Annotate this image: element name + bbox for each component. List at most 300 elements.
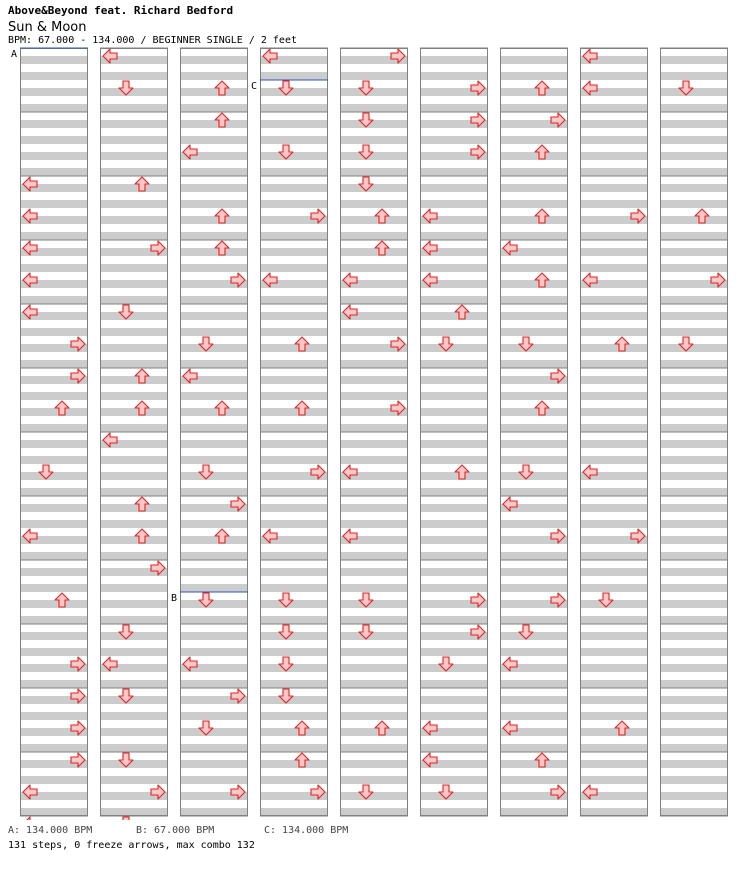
stripe — [660, 712, 728, 720]
stripe — [100, 600, 168, 608]
stripe — [660, 728, 728, 736]
stripe — [580, 664, 648, 672]
stripe — [100, 584, 168, 592]
stripe — [180, 616, 248, 624]
stripe — [180, 744, 248, 752]
stripe — [500, 616, 568, 624]
stripe — [340, 136, 408, 144]
stripe — [20, 120, 88, 128]
stripe — [420, 584, 488, 592]
stripe — [100, 312, 168, 320]
stripe — [660, 440, 728, 448]
stripe — [100, 648, 168, 656]
stripe — [500, 552, 568, 560]
stripe — [580, 456, 648, 464]
stripe — [180, 264, 248, 272]
stripe — [420, 200, 488, 208]
stripe — [180, 808, 248, 816]
stripe — [500, 184, 568, 192]
stripe — [180, 584, 248, 592]
bpm-change-label: C — [251, 81, 258, 92]
stripe — [20, 680, 88, 688]
stripe — [500, 488, 568, 496]
stripe — [340, 184, 408, 192]
stripe — [340, 600, 408, 608]
stripe — [20, 776, 88, 784]
arrow-icon — [23, 817, 37, 820]
stripe — [180, 456, 248, 464]
stripe — [420, 408, 488, 416]
stripe — [500, 216, 568, 224]
stripe — [180, 552, 248, 560]
stripe — [500, 680, 568, 688]
stripe — [420, 440, 488, 448]
stripe — [100, 696, 168, 704]
stripe — [340, 712, 408, 720]
stripe — [20, 520, 88, 528]
stripe — [260, 440, 328, 448]
stripe — [260, 376, 328, 384]
stripe — [420, 360, 488, 368]
stripe — [580, 520, 648, 528]
stripe — [660, 584, 728, 592]
stripe — [20, 264, 88, 272]
stripe — [580, 552, 648, 560]
stripe — [100, 424, 168, 432]
stripe — [180, 728, 248, 736]
stripe — [260, 424, 328, 432]
stripe — [180, 184, 248, 192]
stripe — [420, 808, 488, 816]
stripe — [260, 680, 328, 688]
stripe — [340, 296, 408, 304]
stripe — [20, 136, 88, 144]
stripe — [260, 232, 328, 240]
stripe — [180, 520, 248, 528]
stripe — [660, 312, 728, 320]
stripe — [100, 72, 168, 80]
stripe — [500, 88, 568, 96]
stripe — [340, 104, 408, 112]
stripe — [260, 808, 328, 816]
stripe — [660, 792, 728, 800]
stripe — [580, 376, 648, 384]
stripe — [580, 360, 648, 368]
stripe — [660, 104, 728, 112]
stripe — [660, 360, 728, 368]
stripe — [20, 328, 88, 336]
stripe — [260, 120, 328, 128]
stripe — [20, 552, 88, 560]
stripe — [580, 648, 648, 656]
stripe — [20, 632, 88, 640]
chart-column — [580, 48, 648, 816]
stripe — [100, 360, 168, 368]
stripe — [580, 152, 648, 160]
stripe — [260, 72, 328, 80]
stripe — [340, 216, 408, 224]
stripe — [260, 136, 328, 144]
stripe — [100, 456, 168, 464]
stripe — [660, 152, 728, 160]
stripe — [580, 760, 648, 768]
stripe — [20, 152, 88, 160]
stripe — [180, 328, 248, 336]
stripe — [580, 344, 648, 352]
stripe — [180, 408, 248, 416]
stripe — [260, 616, 328, 624]
stripe — [260, 296, 328, 304]
stripe — [20, 56, 88, 64]
stripe — [420, 744, 488, 752]
stripe — [580, 712, 648, 720]
stripe — [20, 648, 88, 656]
stripe — [500, 776, 568, 784]
stripe — [420, 504, 488, 512]
stripe — [340, 440, 408, 448]
stripe — [420, 456, 488, 464]
stripe — [420, 472, 488, 480]
stripe — [580, 696, 648, 704]
stripe — [500, 72, 568, 80]
stripe — [100, 488, 168, 496]
stripe — [340, 488, 408, 496]
stripe — [660, 472, 728, 480]
stripe — [100, 88, 168, 96]
stripe — [500, 696, 568, 704]
stripe — [20, 72, 88, 80]
stripe — [20, 424, 88, 432]
stripe — [580, 568, 648, 576]
stripe — [260, 520, 328, 528]
stripe — [660, 168, 728, 176]
stripe — [500, 232, 568, 240]
stripe — [180, 760, 248, 768]
stripe — [580, 440, 648, 448]
stripe — [500, 520, 568, 528]
stripe — [20, 440, 88, 448]
stripe — [420, 168, 488, 176]
stripe — [20, 104, 88, 112]
stripe — [260, 104, 328, 112]
stripe — [100, 536, 168, 544]
stripe — [100, 392, 168, 400]
stripe — [100, 168, 168, 176]
stripe — [340, 664, 408, 672]
stripe — [180, 488, 248, 496]
stripe — [340, 728, 408, 736]
stripe — [580, 200, 648, 208]
stripe — [660, 232, 728, 240]
stripe — [420, 520, 488, 528]
stripe — [660, 504, 728, 512]
stripe — [580, 488, 648, 496]
stripe — [500, 136, 568, 144]
stripe — [340, 456, 408, 464]
stripe — [500, 312, 568, 320]
stripe — [180, 296, 248, 304]
stripe — [660, 760, 728, 768]
stripe — [100, 328, 168, 336]
stripe — [420, 424, 488, 432]
stripe — [660, 552, 728, 560]
stripe — [100, 808, 168, 816]
stripe — [420, 392, 488, 400]
stripe — [660, 520, 728, 528]
stripe — [340, 392, 408, 400]
stripe — [580, 408, 648, 416]
stripe — [180, 88, 248, 96]
stripe — [20, 808, 88, 816]
stripe — [660, 296, 728, 304]
stripe — [20, 296, 88, 304]
stripe — [20, 744, 88, 752]
bpm-change-label: B — [171, 593, 178, 604]
stripe — [660, 776, 728, 784]
stripe — [260, 360, 328, 368]
stripe — [500, 280, 568, 288]
stripe — [340, 168, 408, 176]
stripe — [660, 408, 728, 416]
stripe — [660, 248, 728, 256]
stripe — [180, 200, 248, 208]
stripe — [660, 616, 728, 624]
stripe — [420, 296, 488, 304]
chart-info: BPM: 67.000 - 134.000 / BEGINNER SINGLE / 2 feet — [8, 35, 297, 46]
stripe — [20, 568, 88, 576]
stripe — [500, 808, 568, 816]
stripe — [180, 568, 248, 576]
stripe — [340, 568, 408, 576]
stripe — [340, 328, 408, 336]
stripe — [420, 712, 488, 720]
stripe — [420, 488, 488, 496]
stripe — [340, 760, 408, 768]
stripe — [580, 616, 648, 624]
stripe — [500, 568, 568, 576]
stripe — [660, 392, 728, 400]
stripe — [340, 264, 408, 272]
stripe — [340, 696, 408, 704]
song-title: Sun & Moon — [8, 20, 87, 35]
stripe — [500, 152, 568, 160]
stripe — [20, 456, 88, 464]
stripe — [100, 776, 168, 784]
stripe — [340, 200, 408, 208]
stripe — [180, 312, 248, 320]
stripe — [660, 136, 728, 144]
stripe — [500, 392, 568, 400]
stripe — [660, 216, 728, 224]
stripe — [100, 152, 168, 160]
stripe — [500, 440, 568, 448]
stripe — [660, 88, 728, 96]
stripe — [20, 584, 88, 592]
stripe — [20, 712, 88, 720]
stripe — [180, 168, 248, 176]
stripe — [100, 376, 168, 384]
bpm-legend-b: B: 67.000 BPM — [136, 825, 215, 836]
stripe — [660, 744, 728, 752]
stripe — [500, 424, 568, 432]
step-summary: 131 steps, 0 freeze arrows, max combo 132 — [8, 840, 255, 851]
stripe — [660, 424, 728, 432]
stripe — [340, 584, 408, 592]
stripe — [20, 616, 88, 624]
stripe — [260, 776, 328, 784]
stripe — [100, 136, 168, 144]
stripe — [100, 744, 168, 752]
stripe — [580, 744, 648, 752]
stripe — [500, 632, 568, 640]
stripe — [260, 200, 328, 208]
stripe — [340, 776, 408, 784]
stripe — [660, 808, 728, 816]
stripe — [260, 456, 328, 464]
stripe — [100, 280, 168, 288]
stripe — [340, 808, 408, 816]
stripe — [20, 232, 88, 240]
stripe — [260, 504, 328, 512]
stripe — [420, 536, 488, 544]
stripe — [180, 680, 248, 688]
stripe — [260, 392, 328, 400]
stripe — [580, 296, 648, 304]
stripe — [580, 632, 648, 640]
stripe — [660, 648, 728, 656]
stripe — [100, 712, 168, 720]
stripe — [20, 504, 88, 512]
chart-column — [340, 48, 408, 816]
stripe — [260, 328, 328, 336]
stripe — [20, 88, 88, 96]
stripe — [500, 56, 568, 64]
stripe — [420, 552, 488, 560]
stripe — [500, 456, 568, 464]
stripe — [260, 184, 328, 192]
stripe — [180, 360, 248, 368]
stripe — [20, 360, 88, 368]
stripe — [580, 392, 648, 400]
stripe — [260, 408, 328, 416]
stripe — [420, 376, 488, 384]
stripe — [420, 56, 488, 64]
stripe — [180, 424, 248, 432]
arrow-icon — [119, 817, 133, 820]
stripe — [100, 728, 168, 736]
stripe — [580, 504, 648, 512]
stripe — [100, 184, 168, 192]
stripe — [100, 760, 168, 768]
stripe — [420, 184, 488, 192]
stripe — [20, 200, 88, 208]
stripe — [500, 344, 568, 352]
stripe — [260, 712, 328, 720]
stripe — [20, 408, 88, 416]
stripe — [180, 56, 248, 64]
stripe — [100, 632, 168, 640]
stripe — [260, 264, 328, 272]
stripe — [180, 712, 248, 720]
stripe — [180, 392, 248, 400]
bpm-change-label: A — [11, 49, 18, 60]
stripe — [20, 488, 88, 496]
stripe — [420, 312, 488, 320]
stripe — [500, 408, 568, 416]
stripe — [340, 152, 408, 160]
stripe — [180, 120, 248, 128]
stripe — [500, 104, 568, 112]
stripe — [500, 712, 568, 720]
stripe — [580, 136, 648, 144]
stripe — [180, 248, 248, 256]
stripe — [660, 696, 728, 704]
stripe — [260, 248, 328, 256]
stripe — [180, 344, 248, 352]
stripe — [580, 424, 648, 432]
stripe — [260, 152, 328, 160]
stripe — [500, 760, 568, 768]
stripe — [100, 552, 168, 560]
stripe — [100, 616, 168, 624]
stripe — [340, 504, 408, 512]
stripe — [340, 632, 408, 640]
stripe — [100, 232, 168, 240]
stripe — [260, 584, 328, 592]
stripe — [180, 648, 248, 656]
stripe — [580, 248, 648, 256]
stripe — [660, 632, 728, 640]
stripe — [100, 200, 168, 208]
stripe — [660, 376, 728, 384]
stripe — [500, 168, 568, 176]
stripe — [580, 184, 648, 192]
bpm-legend-a: A: 134.000 BPM — [8, 825, 93, 836]
stripe — [340, 424, 408, 432]
stripe — [260, 88, 328, 96]
stripe — [260, 696, 328, 704]
stripe — [660, 328, 728, 336]
stripe — [260, 760, 328, 768]
stripe — [260, 632, 328, 640]
stripe — [500, 328, 568, 336]
stripe — [580, 728, 648, 736]
stripe — [420, 264, 488, 272]
stripe — [260, 568, 328, 576]
stripe — [100, 472, 168, 480]
stripe — [660, 200, 728, 208]
stripe — [660, 600, 728, 608]
stripe — [580, 312, 648, 320]
chart-column — [500, 48, 568, 816]
stripe — [580, 680, 648, 688]
stripe — [100, 504, 168, 512]
stripe — [580, 808, 648, 816]
stripe — [580, 168, 648, 176]
stripe — [340, 616, 408, 624]
stripe — [500, 472, 568, 480]
stripe — [420, 232, 488, 240]
stripe — [260, 168, 328, 176]
bpm-legend-c: C: 134.000 BPM — [264, 825, 349, 836]
stripe — [340, 376, 408, 384]
stripe — [500, 648, 568, 656]
stripe — [500, 584, 568, 592]
stripe — [100, 264, 168, 272]
stripe — [100, 104, 168, 112]
song-artist: Above&Beyond feat. Richard Bedford — [8, 4, 234, 17]
stripe — [340, 744, 408, 752]
